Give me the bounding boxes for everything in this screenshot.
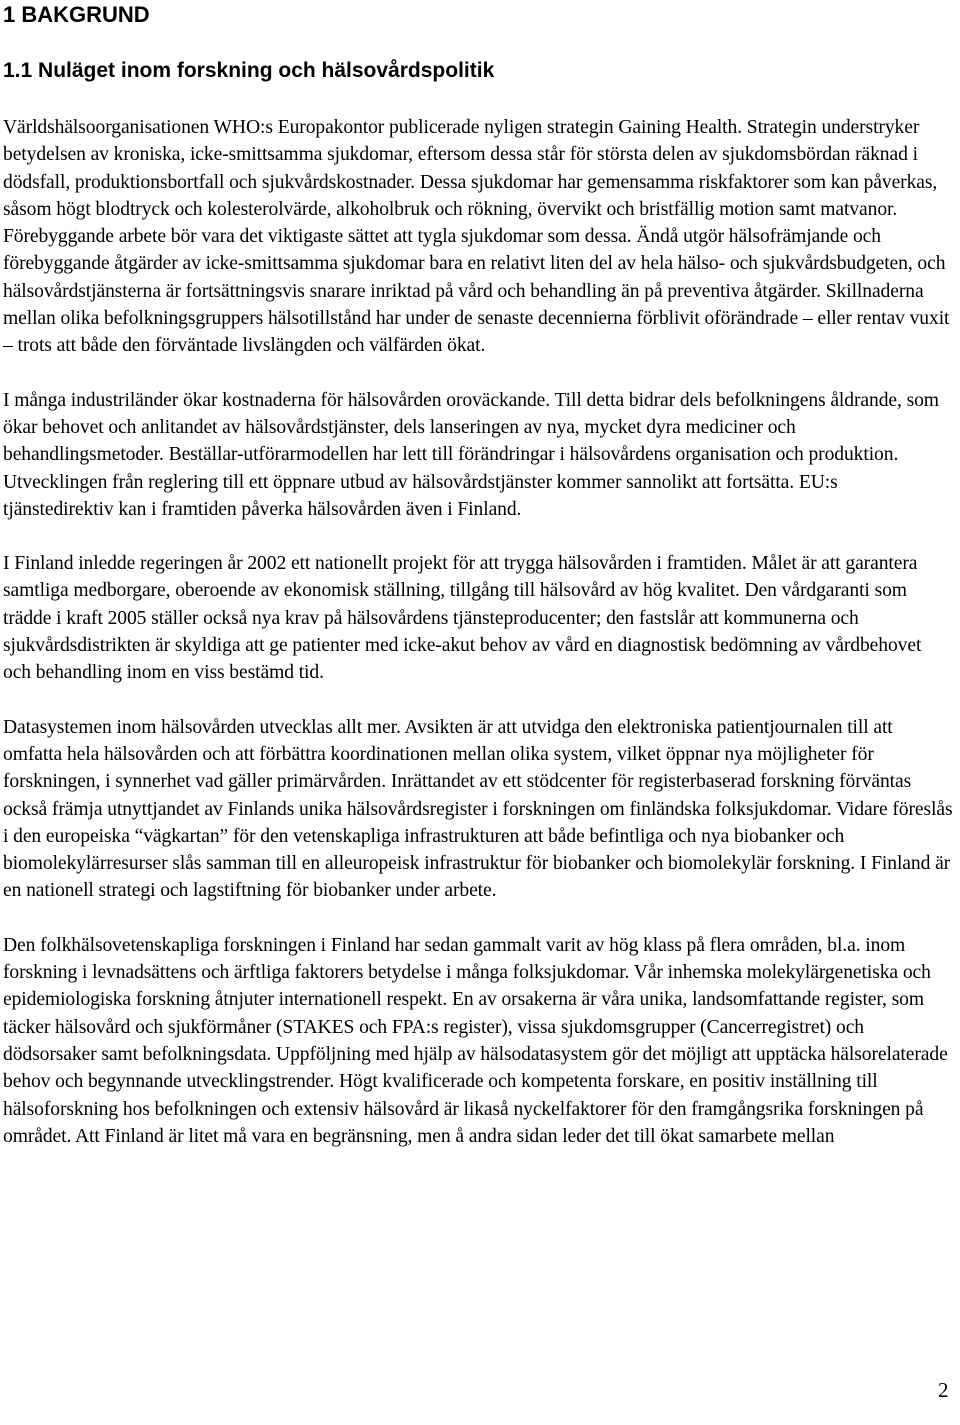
paragraph-public-health-research: Den folkhälsovetenskapliga forskningen i Finland har sedan gammalt varit av hög klass på flera områden, bl.a. inom forskning i levnadsättens och ärftliga faktorers betydelse i många folksjukdomar. Vår inhemska molekylärgenetiska och epidemiologiska forskning åtnjuter internationell respekt. En av orsakerna är våra unika, landsomfattande register, som täcker hälsovård och sjukförmåner (STAKES och FPA:s register), vissa sjukdomsgrupper (Cancerregistret) och dödsorsaker samt befolkningsdata. Uppföljning med hjälp av hälsodatasystem gör det möjligt att upptäcka hälsorelaterade behov och begynnande utvecklingstrender. Högt kvalificerade och kompetenta forskare, en positiv inställning till hälsoforskning hos befolkningen och extensiv hälsovård är likaså nyckelfaktorer för den framgångsrika forskningen på området. Att Finland är litet må vara en begränsning, men å andra sidan leder det till ökat samarbete mellan: [3, 934, 948, 1147]
paragraph-national-project: I Finland inledde regeringen år 2002 ett nationellt projekt för att trygga hälsovården i framtiden. Målet är att garantera samtliga medborgare, oberoende av ekonomisk ställning, tillgång till hälsovård av hög kvalitet. Den vårdgaranti som trädde i kraft 2005 ställer också nya krav på hälsovårdens tjänsteproducenter; den fastslår att kommunerna och sjukvårdsdistrikten är skyldiga att ge patienter med icke-akut behov av vård en diagnostisk bedömning av vårdbehovet och behandling inom en viss bestämd tid.: [3, 553, 922, 684]
paragraph-who-strategy: Världshälsoorganisationen WHO:s Europakontor publicerade nyligen strategin Gaining Health. Strategin understryker betydelsen av kroniska, icke-smittsamma sjukdomar, eftersom dessa står för största delen av sjukdomsbördan räknad i dödsfall, produktionsbortfall och sjukvårdskostnader. Dessa sjukdomar har gemensamma riskfaktorer som kan påverkas, såsom högt blodtryck och kolesterolvärde, alkoholbruk och rökning, övervikt och bristfällig motion samt matvanor. Förebyggande arbete bör vara det viktigaste sättet att tygla sjukdomar som dessa. Ändå utgör hälsofrämjande och förebyggande åtgärder av icke-smittsamma sjukdomar bara en relativt liten del av hela hälso- och sjukvårdsbudgeten, och hälsovårdstjänsterna är fortsättningsvis snarare inriktad på vård och behandling än på preventiva åtgärder. Skillnaderna mellan olika befolkningsgruppers hälsotillstånd har under de senaste decennierna förblivit oförändrade – eller rentav vuxit – trots att både den förväntade livslängden och välfärden ökat.: [3, 117, 950, 357]
paragraph-data-systems: Datasystemen inom hälsovården utvecklas allt mer. Avsikten är att utvidga den elektroniska patientjournalen till att omfatta hela hälsovården och att förbättra koordinationen mellan olika system, vilket öppnar nya möjligheter för forskningen, i synnerhet vad gäller primärvården. Inrättandet av ett stödcenter för registerbaserad forskning förväntas också främja utnyttjandet av Finlands unika hälsovårdsregister i forskningen om finländska folksjukdomar. Vidare föreslås i den europeiska “vägkartan” för den vetenskapliga infrastrukturen att både befintliga och nya biobanker och biomolekylärresurser slås samman till en alleuropeisk infrastruktur för biobanker och biomolekylär forskning. I Finland är en nationell strategi och lagstiftning för biobanker under arbete.: [3, 716, 953, 902]
page-number: 2: [938, 1378, 949, 1402]
subsection-heading: 1.1 Nuläget inom forskning och hälsovårdspolitik: [3, 59, 495, 82]
document-page: [3, 0, 953, 1150]
section-heading: 1 BAKGRUND: [3, 2, 150, 27]
paragraph-healthcare-costs: I många industriländer ökar kostnaderna för hälsovården oroväckande. Till detta bidrar dels befolkningens åldrande, som ökar behovet och anlitandet av hälsovårdstjänster, dels lanseringen av nya, mycket dyra mediciner och behandlingsmetoder. Beställar-utförarmodellen har lett till förändringar i hälsovårdens organisation och produktion. Utvecklingen från reglering till ett öppnare utbud av hälsovårdstjänster kommer sannolikt att fortsätta. EU:s tjänstedirektiv kan i framtiden påverka hälsovården även i Finland.: [3, 389, 939, 520]
